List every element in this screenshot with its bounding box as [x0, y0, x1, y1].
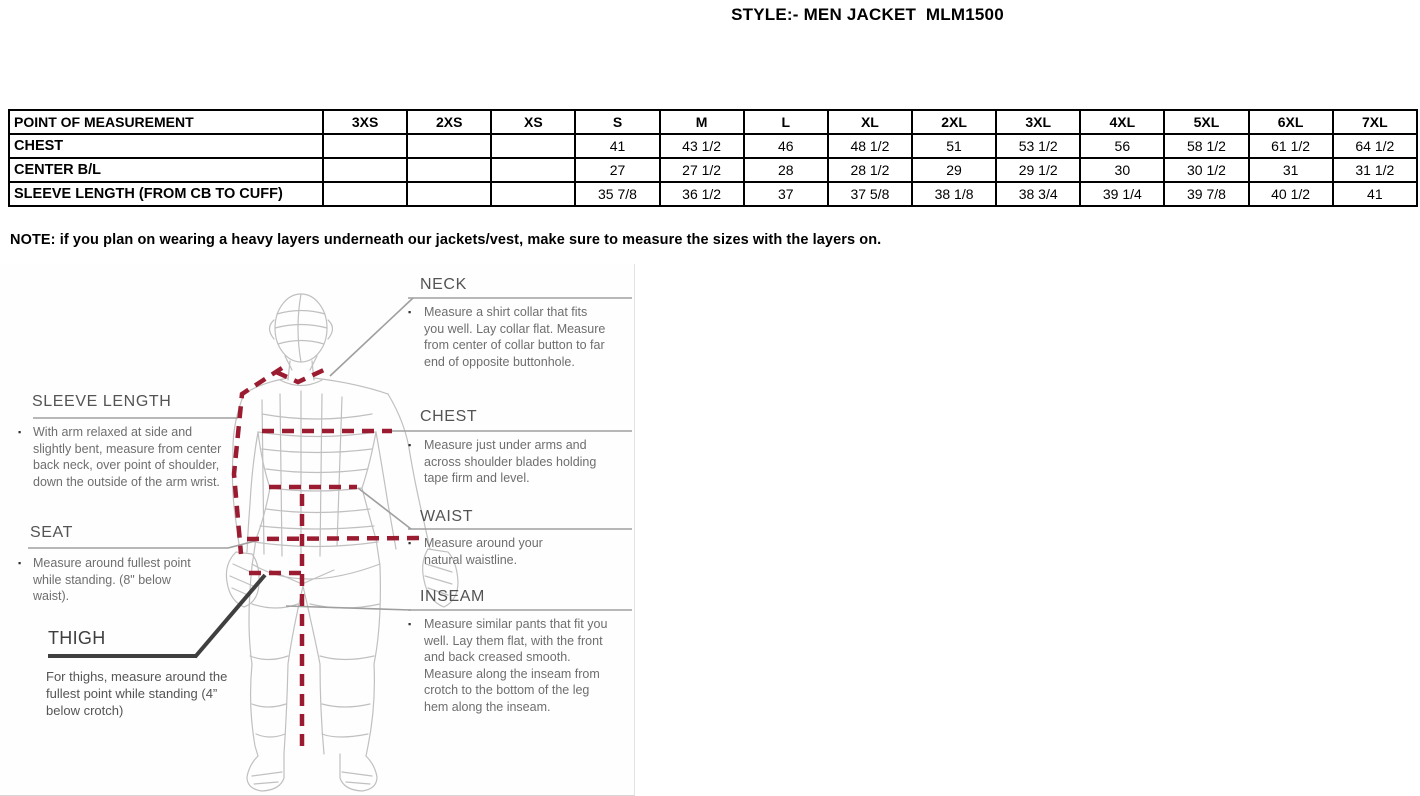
- cell: 38 3/4: [996, 182, 1080, 206]
- cell: [323, 182, 407, 206]
- cell: 40 1/2: [1249, 182, 1333, 206]
- cell: 51: [912, 134, 996, 158]
- waist-heading: WAIST: [420, 508, 474, 525]
- cell: 41: [1333, 182, 1417, 206]
- header-size: 3XL: [996, 110, 1080, 134]
- cell: [323, 134, 407, 158]
- cell: [407, 158, 491, 182]
- bullet-icon: ▪: [408, 538, 412, 548]
- cell: 28: [744, 158, 828, 182]
- bullet-icon: ▪: [18, 558, 22, 568]
- seat-measure-line: [247, 538, 421, 539]
- cell: [323, 158, 407, 182]
- cell: [491, 134, 575, 158]
- cell: 29: [912, 158, 996, 182]
- row-label-chest: CHEST: [9, 134, 323, 158]
- neck-heading: NECK: [420, 276, 467, 293]
- cell: [491, 158, 575, 182]
- cell: 27 1/2: [660, 158, 744, 182]
- header-size: XL: [828, 110, 912, 134]
- table-header-row: [9, 110, 1417, 134]
- cell: 64 1/2: [1333, 134, 1417, 158]
- neck-leader-line: [330, 298, 413, 376]
- header-size: L: [744, 110, 828, 134]
- cell: [491, 182, 575, 206]
- cell: 56: [1080, 134, 1164, 158]
- cell: [407, 134, 491, 158]
- header-size: XS: [491, 110, 575, 134]
- cell: 30: [1080, 158, 1164, 182]
- table-row: [9, 134, 1417, 158]
- sleeve-length-heading: SLEEVE LENGTH: [32, 393, 172, 410]
- header-size: 7XL: [1333, 110, 1417, 134]
- cell: 39 7/8: [1164, 182, 1248, 206]
- bullet-icon: ▪: [408, 307, 412, 317]
- cell: 46: [744, 134, 828, 158]
- seat-heading: SEAT: [30, 524, 74, 541]
- thigh-heading: THIGH: [48, 628, 106, 648]
- cell: 38 1/8: [912, 182, 996, 206]
- bullet-icon: ▪: [408, 619, 412, 629]
- cell: 31: [1249, 158, 1333, 182]
- cell: 31 1/2: [1333, 158, 1417, 182]
- sleeve-measure-line: [234, 368, 282, 554]
- inseam-description: Measure similar pants that fit you well. Lay them flat, with the front and back creased smooth. Measure along the inseam from crotch to the bottom of the leg hem along the inseam.: [424, 617, 608, 714]
- header-size: M: [660, 110, 744, 134]
- header-size: 2XS: [407, 110, 491, 134]
- waist-leader-line: [358, 488, 411, 529]
- header-size: 6XL: [1249, 110, 1333, 134]
- cell: 48 1/2: [828, 134, 912, 158]
- cell: 37: [744, 182, 828, 206]
- bullet-icon: ▪: [408, 440, 412, 450]
- cell: 61 1/2: [1249, 134, 1333, 158]
- cell: 53 1/2: [996, 134, 1080, 158]
- cell: 30 1/2: [1164, 158, 1248, 182]
- page-title: STYLE:- MEN JACKET MLM1500: [731, 5, 1004, 24]
- header-size: 3XS: [323, 110, 407, 134]
- cell: 43 1/2: [660, 134, 744, 158]
- measurement-diagram: [0, 264, 635, 796]
- size-chart-table: [8, 109, 1418, 207]
- row-label-sleeve-length: SLEEVE LENGTH (FROM CB TO CUFF): [9, 182, 323, 206]
- table-row: [9, 182, 1417, 206]
- chest-heading: CHEST: [420, 408, 478, 425]
- header-size: S: [575, 110, 659, 134]
- waist-description: Measure around your natural waistline.: [424, 536, 543, 567]
- cell: 41: [575, 134, 659, 158]
- neck-measure-line: [276, 368, 328, 382]
- cell: 39 1/4: [1080, 182, 1164, 206]
- row-label-center-bl: CENTER B/L: [9, 158, 323, 182]
- seat-description: Measure around fullest point while standing. (8" below waist).: [33, 556, 191, 603]
- neck-description: Measure a shirt collar that fits you well. Lay collar flat. Measure from center of collar button to far end of opposite buttonhole.: [424, 305, 606, 369]
- table-row: [9, 158, 1417, 182]
- chest-description: Measure just under arms and across shoulder blades holding tape firm and level.: [424, 438, 597, 485]
- header-point-of-measurement: POINT OF MEASUREMENT: [9, 110, 323, 134]
- note-text: NOTE: if you plan on wearing a heavy layers underneath our jackets/vest, make sure to measure the sizes with the layers on.: [10, 232, 882, 248]
- cell: 29 1/2: [996, 158, 1080, 182]
- cell: [407, 182, 491, 206]
- header-size: 2XL: [912, 110, 996, 134]
- cell: 58 1/2: [1164, 134, 1248, 158]
- cell: 36 1/2: [660, 182, 744, 206]
- inseam-heading: INSEAM: [420, 588, 485, 605]
- cell: 35 7/8: [575, 182, 659, 206]
- inseam-leader-line: [286, 606, 411, 610]
- sleeve-length-description: With arm relaxed at side and slightly bent, measure from center back neck, over point of shoulder, down the outside of the arm wrist.: [33, 425, 222, 489]
- cell: 27: [575, 158, 659, 182]
- bullet-icon: ▪: [18, 427, 22, 437]
- thigh-description: For thighs, measure around the fullest point while standing (4” below crotch): [46, 669, 228, 718]
- cell: 37 5/8: [828, 182, 912, 206]
- header-size: 4XL: [1080, 110, 1164, 134]
- cell: 28 1/2: [828, 158, 912, 182]
- header-size: 5XL: [1164, 110, 1248, 134]
